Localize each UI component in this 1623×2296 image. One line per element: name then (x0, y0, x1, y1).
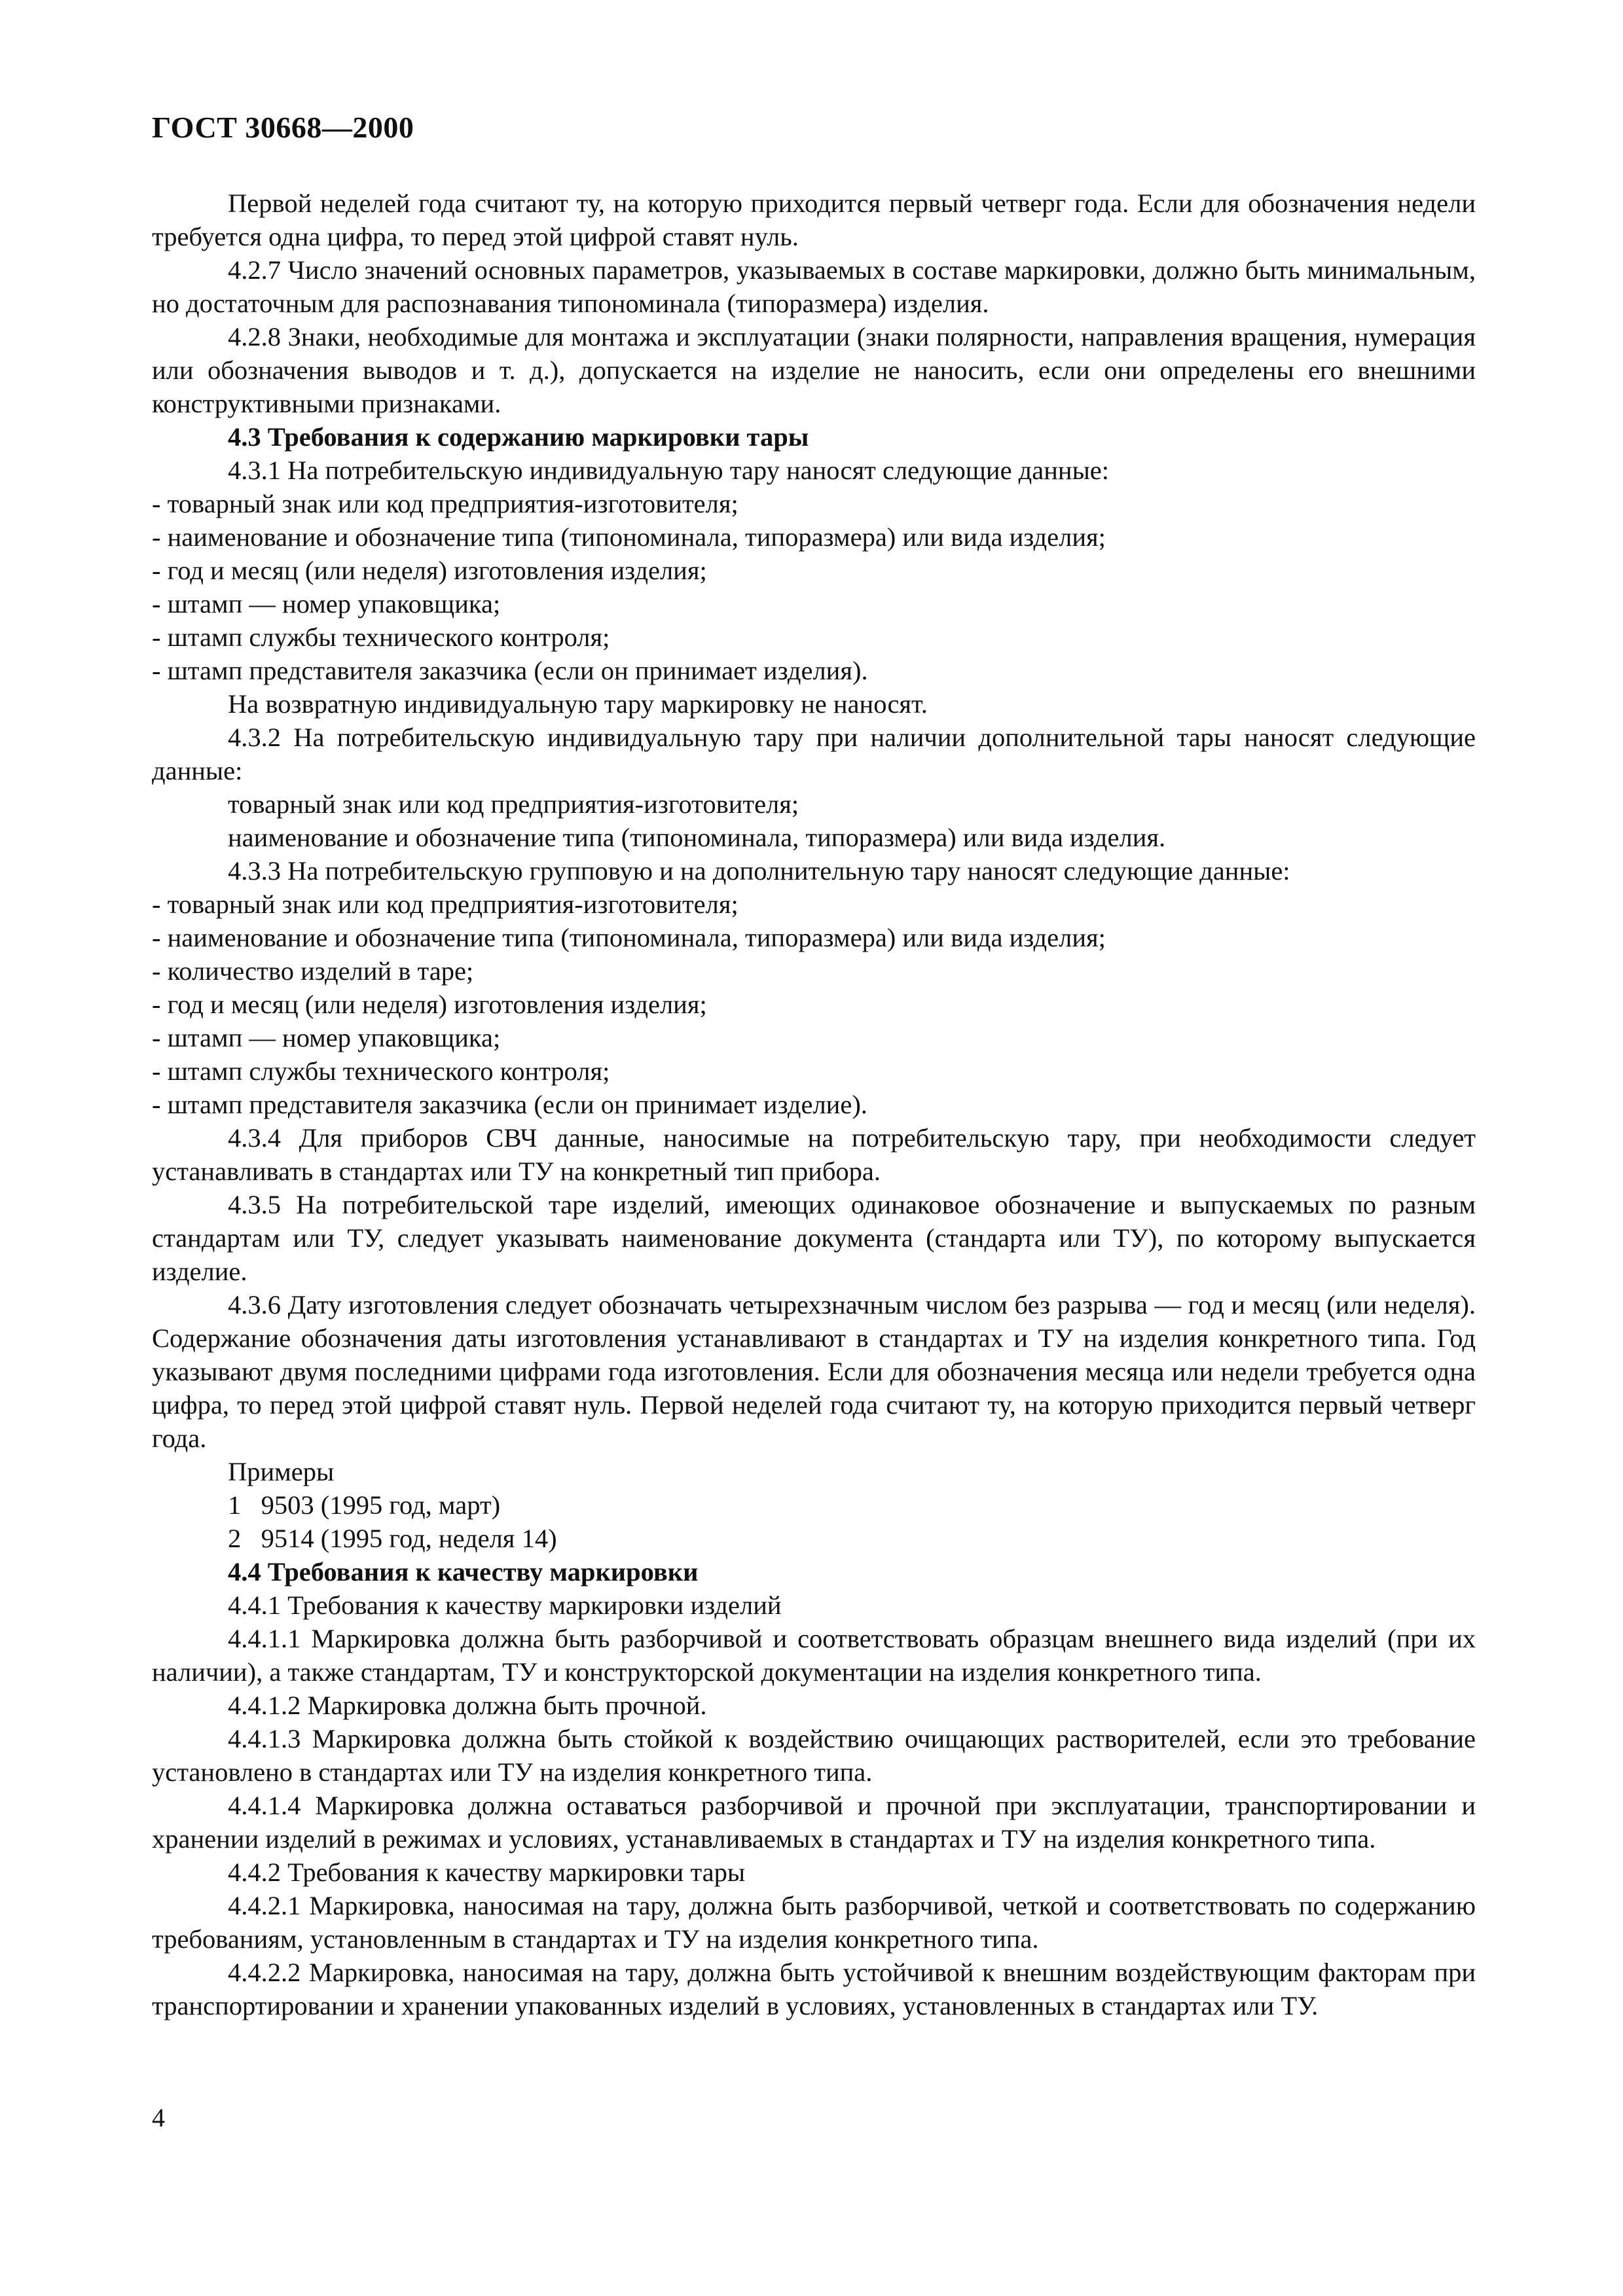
paragraph-4-4-1-4: 4.4.1.4 Маркировка должна оставаться разборчивой и прочной при эксплуатации, транспортировании и хранении изделий в режимах и условиях, устанавливаемых в стандартах и ТУ на изделия конкретного типа. (152, 1791, 1476, 1854)
example-text: 9503 (1995 год, март) (261, 1490, 501, 1520)
paragraph-4-3-1: 4.3.1 На потребительскую индивидуальную тару наносят следующие данные: (228, 456, 1110, 485)
paragraph-4-4-1: 4.4.1 Требования к качеству маркировки изделий (228, 1590, 782, 1620)
paragraph-4-3-6: 4.3.6 Дату изготовления следует обозначать четырехзначным числом без разрыва — год и месяц (или неделя). Содержание обозначения даты изготовления устанавливают в стандартах и ТУ на изделия конкретного типа. Год указывают двумя последними цифрами года изготовления. Если для обозначения месяца или недели требуется одна цифра, то перед этой цифрой ставят нуль. Первой неделей года считают ту, на которую приходится первый четверг года. (152, 1290, 1476, 1453)
page-number: 4 (152, 2103, 165, 2132)
document-body (152, 187, 1476, 2022)
standard-header: ГОСТ 30668—2000 (152, 111, 414, 144)
example-item (152, 1522, 1476, 1555)
list-item: - год и месяц (или неделя) изготовления изделия; (152, 556, 707, 585)
example-number: 2 (228, 1524, 242, 1553)
examples-label: Примеры (228, 1457, 335, 1486)
section-heading-4-4: 4.4 Требования к качеству маркировки (228, 1557, 699, 1587)
list-item: - количество изделий в таре; (152, 956, 474, 986)
paragraph-4-2-8: 4.2.8 Знаки, необходимые для монтажа и эксплуатации (знаки полярности, направления вращения, нумерация или обозначения выводов и т. д.), допускается на изделие не наносить, если они определены его внешними конструктивными признаками. (152, 322, 1476, 418)
paragraph-4-2-7: 4.2.7 Число значений основных параметров, указываемых в составе маркировки, должно быть минимальным, но достаточным для распознавания типономинала (типоразмера) изделия. (152, 255, 1476, 318)
list-item: - наименование и обозначение типа (типономинала, типоразмера) или вида изделия; (152, 522, 1106, 552)
list-item: - товарный знак или код предприятия-изготовителя; (152, 889, 739, 919)
example-text: 9514 (1995 год, неделя 14) (261, 1524, 557, 1553)
paragraph-4-3-3: 4.3.3 На потребительскую групповую и на дополнительную тару наносят следующие данные: (228, 856, 1290, 886)
list-item: - штамп — номер упаковщика; (152, 1023, 501, 1052)
list-item: товарный знак или код предприятия-изготовителя; (228, 789, 799, 819)
list-item: - товарный знак или код предприятия-изготовителя; (152, 489, 739, 518)
paragraph-4-4-2-2: 4.4.2.2 Маркировка, наносимая на тару, должна быть устойчивой к внешним воздействующим факторам при транспортировании и хранении упакованных изделий в условиях, установленных в стандартах или ТУ. (152, 1958, 1476, 2020)
list-item: - штамп — номер упаковщика; (152, 589, 501, 619)
list-item: - штамп службы технического контроля; (152, 1056, 610, 1086)
list-item: - год и месяц (или неделя) изготовления изделия; (152, 990, 707, 1019)
paragraph-4-4-1-3: 4.4.1.3 Маркировка должна быть стойкой к воздействию очищающих растворителей, если это требование установлено в стандартах или ТУ на изделия конкретного типа. (152, 1724, 1476, 1787)
paragraph-4-4-1-2: 4.4.1.2 Маркировка должна быть прочной. (228, 1691, 707, 1720)
paragraph-4-3-2: 4.3.2 На потребительскую индивидуальную тару при наличии дополнительной тары наносят следующие данные: (152, 723, 1476, 785)
example-number: 1 (228, 1490, 242, 1520)
section-heading-4-3: 4.3 Требования к содержанию маркировки тары (228, 422, 809, 452)
paragraph-4-3-4: 4.3.4 Для приборов СВЧ данные, наносимые на потребительскую тару, при необходимости следует устанавливать в стандартах или ТУ на конкретный тип прибора. (152, 1123, 1476, 1186)
list-item: - наименование и обозначение типа (типономинала, типоразмера) или вида изделия; (152, 923, 1106, 952)
list-item: - штамп представителя заказчика (если он принимает изделие). (152, 1090, 867, 1119)
list-item: - штамп службы технического контроля; (152, 622, 610, 652)
paragraph-4-4-2: 4.4.2 Требования к качеству маркировки тары (228, 1857, 746, 1887)
example-item (152, 1488, 1476, 1522)
list-item: - штамп представителя заказчика (если он принимает изделия). (152, 656, 868, 685)
paragraph-4-4-1-1: 4.4.1.1 Маркировка должна быть разборчивой и соответствовать образцам внешнего вида изделий (при их наличии), а также стандартам, ТУ и конструкторской документации на изделия конкретного типа. (152, 1624, 1476, 1687)
paragraph-returnable-tare: На возвратную индивидуальную тару маркировку не наносят. (228, 689, 928, 719)
paragraph-4-3-5: 4.3.5 На потребительской таре изделий, имеющих одинаковое обозначение и выпускаемых по разным стандартам или ТУ, следует указывать наименование документа (стандарта или ТУ), по которому выпускается изделие. (152, 1190, 1476, 1286)
paragraph-week-definition: Первой неделей года считают ту, на которую приходится первый четверг года. Если для обозначения недели требуется одна цифра, то перед этой цифрой ставят нуль. (152, 188, 1476, 251)
paragraph-4-4-2-1: 4.4.2.1 Маркировка, наносимая на тару, должна быть разборчивой, четкой и соответствовать по содержанию требованиям, установленным в стандартах и ТУ на изделия конкретного типа. (152, 1891, 1476, 1954)
list-item: наименование и обозначение типа (типономинала, типоразмера) или вида изделия. (228, 823, 1166, 852)
